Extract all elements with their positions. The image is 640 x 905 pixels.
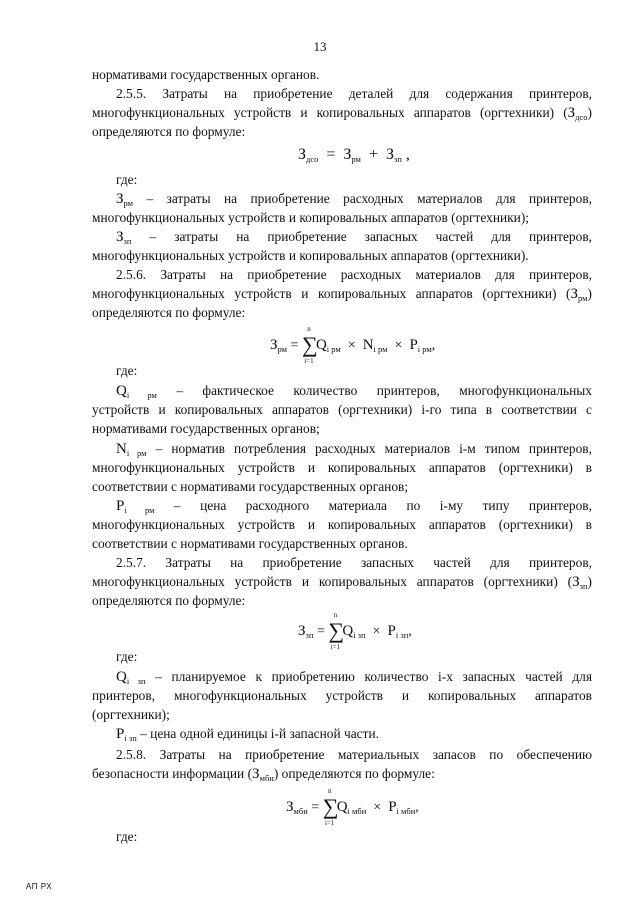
paragraph-continuation: нормативами государственных органов. [92,67,320,82]
definition-nirm-line3: соответствии с нормативами государственных органов; [92,479,409,494]
definition-pirm-line2: многофункциональных устройств и копировальных аппаратов (оргтехники) в [92,517,592,532]
para-2-5-8-line1: 2.5.8. Затраты на приобретение материальных запасов по обеспечению [116,747,592,762]
para-2-5-7-line3: определяются по формуле: [92,593,246,608]
definition-pizp: $P_{i зп}$ – цена одной единицы i-й запасной части. [116,726,379,743]
where-label-4: где: [116,829,138,844]
definition-pirm-line1: $P_{i рм}$ – цена расходного материала по i-му типу принтеров, [116,498,592,515]
definition-qirm-line2: устройств и копировальных аппаратов (оргтехники) i-го типа в соответствии с [92,402,592,417]
para-2-5-5-line2: многофункциональных устройств и копировальных аппаратов (оргтехники) $(З_{дсо})$ [92,105,592,122]
footer-stamp: АП РХ [26,882,53,891]
page-number: 13 [313,39,327,54]
formula-zrm: $З_{рм}$ = n ∑ i=1 $Q_{i рм} \times N_{i рм} \times P_{i рм}$, [270,325,436,365]
para-2-5-7-line1: 2.5.7. Затраты на приобретение запасных частей для принтеров, [116,555,592,570]
para-2-5-8-line2: безопасности информации $(З_{мби})$ определяются по формуле: [92,766,435,783]
definition-nirm-line1: $N_{i рм}$ – норматив потребления расходных материалов i-м типом принтеров, [116,441,592,458]
definition-qirm-line1: $Q_{i рм}$ – фактическое количество принтеров, многофункциональных [116,383,592,400]
summation-sign: n ∑ i=1 [301,325,318,365]
summation-sign: n ∑ i=1 [322,787,339,827]
definition-zrm-line1: $З_{рм}$ – затраты на приобретение расходных материалов для принтеров, [116,191,592,208]
where-label-2: где: [116,363,138,378]
para-2-5-6-line1: 2.5.6. Затраты на приобретение расходных материалов для принтеров, [116,267,592,282]
definition-zzp-line1: $З_{зп}$ – затраты на приобретение запасных частей для принтеров, [116,229,592,246]
para-2-5-6-line3: определяются по формуле: [92,305,246,320]
where-label-1: где: [116,172,138,187]
para-2-5-6-line2: многофункциональных устройств и копировальных аппаратов (оргтехники) $(З_{рм})$ [92,286,592,303]
definition-zzp-line2: многофункциональных устройств и копировальных аппаратов (оргтехники). [92,248,529,263]
definition-qirm-line3: нормативами государственных органов; [92,421,320,436]
para-2-5-5-line1: 2.5.5. Затраты на приобретение деталей для содержания принтеров, [116,86,592,101]
formula-zmbi: $З_{мби}$ = n ∑ i=1 $Q_{i мби} \times P_{i мби}$, [286,787,419,827]
where-label-3: где: [116,649,138,664]
summation-sign: n ∑ i=1 [328,611,345,651]
definition-nirm-line2: многофункциональных устройств и копировальных аппаратов (оргтехники) в [92,460,592,475]
para-2-5-5-line3: определяются по формуле: [92,124,246,139]
formula-zdso: $З_{дсо} = З_{рм} + З_{зп}$ , [298,146,410,164]
definition-zrm-line2: многофункциональных устройств и копировальных аппаратов (оргтехники); [92,210,529,225]
definition-pirm-line3: соответствии с нормативами государственных органов. [92,536,408,551]
formula-zzp: $З_{зп}$ = n ∑ i=1 $Q_{i зп} \times P_{i зп}$, [298,611,412,651]
definition-qizp-line2: принтеров, многофункциональных устройств и копировальных аппаратов [92,688,592,703]
definition-qizp-line3: (оргтехники); [92,707,170,722]
definition-qizp-line1: $Q_{i зп}$ – планируемое к приобретению количество i-х запасных частей для [116,669,592,686]
para-2-5-7-line2: многофункциональных устройств и копировальных аппаратов (оргтехники) $(З_{зп})$ [92,574,592,591]
